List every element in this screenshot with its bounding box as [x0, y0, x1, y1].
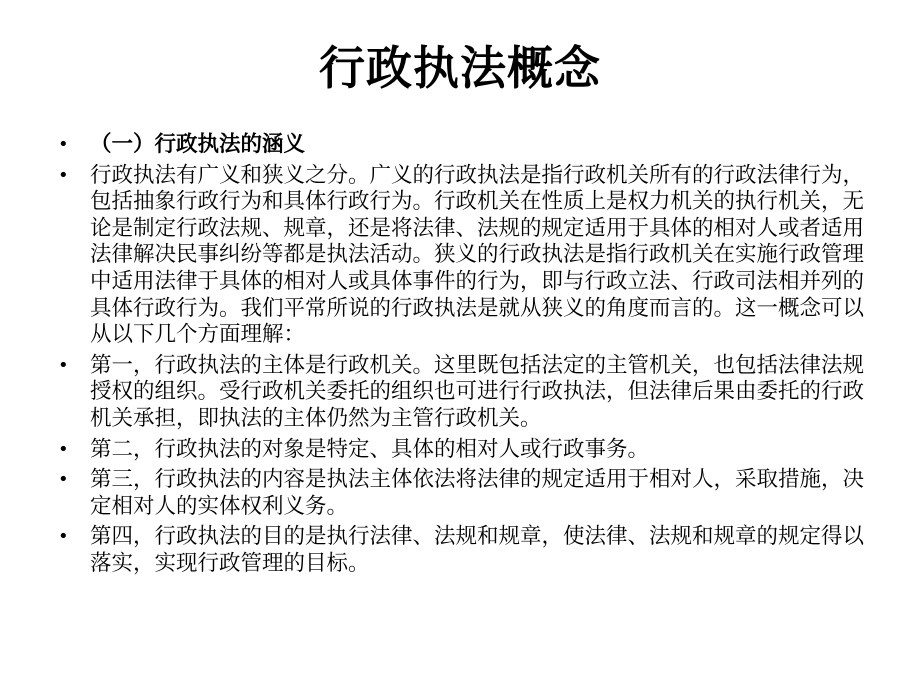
bullet-icon: •: [58, 526, 69, 548]
bullet-text: 第三，行政执法的内容是执法主体依法将法律的规定适用于相对人，采取措施，决定相对人的实体权利义务。: [90, 467, 865, 519]
bullet-icon: •: [58, 469, 69, 491]
bullet-list: [58, 132, 870, 582]
bullet-icon: •: [58, 164, 69, 186]
bullet-text: （一）行政执法的涵义: [90, 132, 306, 157]
bullet-item-subheading: [58, 132, 870, 159]
bullet-text: 第四，行政执法的目的是执行法律、法规和规章，使法律、法规和规章的规定得以落实，实现行政管理的目标。: [90, 524, 865, 576]
bullet-text: 第二，行政执法的对象是特定、具体的相对人或行政事务。: [90, 436, 650, 462]
bullet-item-definition: [58, 163, 870, 349]
bullet-item-second: [58, 437, 870, 464]
bullet-text: 第一，行政执法的主体是行政机关。这里既包括法定的主管机关，也包括法律法规授权的组织。受行政机关委托的组织也可进行行政执法，但法律后果由委托的行政机关承担，即执法的主体仍然为主管行政机关。: [90, 352, 865, 431]
slide-title: 行政执法概念: [319, 41, 601, 95]
bullet-icon: •: [58, 354, 69, 376]
bullet-item-fourth: [58, 524, 870, 577]
bullet-text: 行政执法有广义和狭义之分。广义的行政执法是指行政机关所有的行政法律行为，包括抽象行政行为和具体行政行为。行政机关在性质上是权力机关的执行机关，无论是制定行政法规、规章，还是将法律、法规的规定适用于具体的相对人或者适用法律解决民事纠纷等都是执法活动。狭义的行政执法是指行政机关在实施行政管理中适用法律于具体的相对人或具体事件的行为，即与行政立法、行政司法相并列的具体行政行为。我们平常所说的行政执法是就从狭义的角度而言的。这一概念可以从以下几个方面理解：: [90, 162, 865, 348]
bullet-icon: •: [58, 438, 69, 460]
bullet-item-first: [58, 353, 870, 433]
bullet-icon: •: [58, 134, 69, 155]
bullet-item-third: [58, 467, 870, 520]
